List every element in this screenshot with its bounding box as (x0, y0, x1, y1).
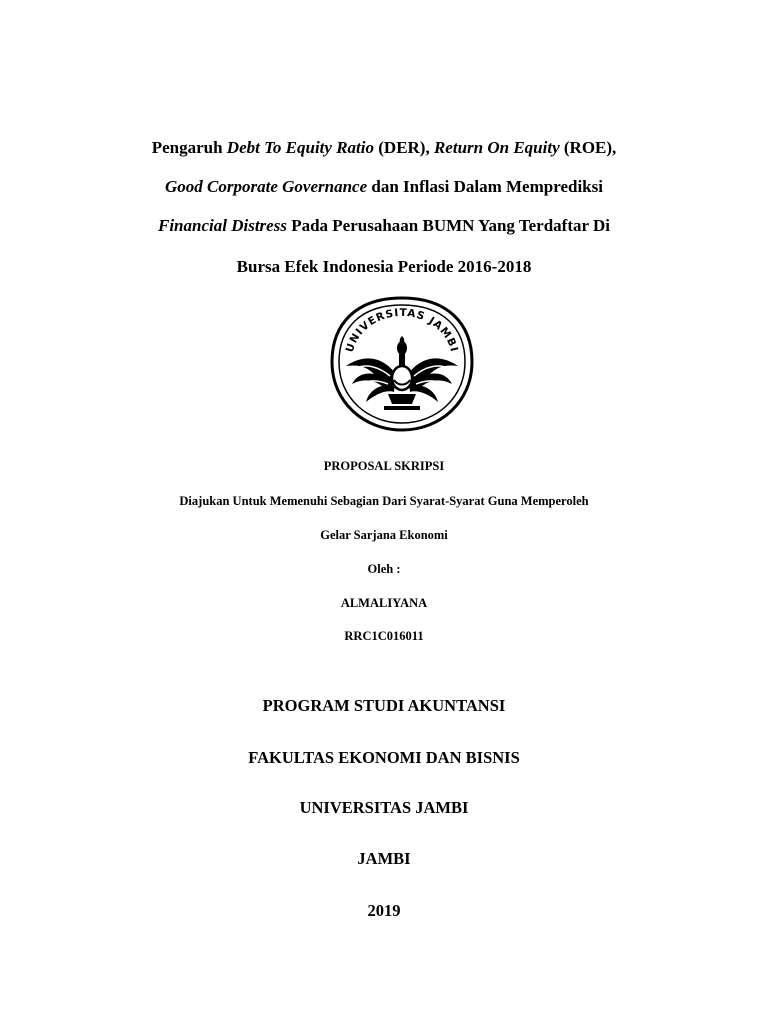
proposal-purpose: Diajukan Untuk Memenuhi Sebagian Dari Syarat-Syarat Guna Memperoleh (179, 494, 589, 508)
university-jambi-emblem-icon (330, 296, 474, 432)
year: 2019 (367, 901, 401, 920)
study-program: PROGRAM STUDI AKUNTANSI (262, 696, 506, 715)
title-line-2-b: dan Inflasi Dalam Memprediksi (367, 177, 603, 196)
student-id: RRC1C016011 (344, 629, 424, 643)
proposal-type: PROPOSAL SKRIPSI (323, 459, 445, 473)
by-label: Oleh : (367, 562, 401, 576)
title-line-3 (0, 216, 768, 236)
title-der-term: Debt To Equity Ratio (226, 138, 374, 157)
title-line-1-c: (DER), (374, 138, 434, 157)
degree-title: Gelar Sarjana Ekonomi (320, 528, 448, 542)
author-name: ALMALIYANA (340, 596, 428, 610)
title-line-2 (0, 177, 768, 197)
title-line-4: Bursa Efek Indonesia Periode 2016-2018 (236, 257, 532, 276)
title-line-1 (0, 138, 768, 158)
title-line-1-a: Pengaruh (151, 138, 227, 157)
faculty-name: FAKULTAS EKONOMI DAN BISNIS (248, 748, 520, 767)
title-fd-term: Financial Distress (158, 216, 287, 235)
title-roe-term: Return On Equity (433, 138, 560, 157)
title-gcg-term: Good Corporate Governance (165, 177, 368, 196)
emblem-arc-text: UNIVERSITAS JAMBI (343, 306, 461, 354)
title-line-1-e: (ROE), (559, 138, 617, 157)
city-name: JAMBI (357, 849, 411, 868)
university-name: UNIVERSITAS JAMBI (299, 798, 469, 817)
title-line-3-b: Pada Perusahaan BUMN Yang Terdaftar Di (286, 216, 610, 235)
